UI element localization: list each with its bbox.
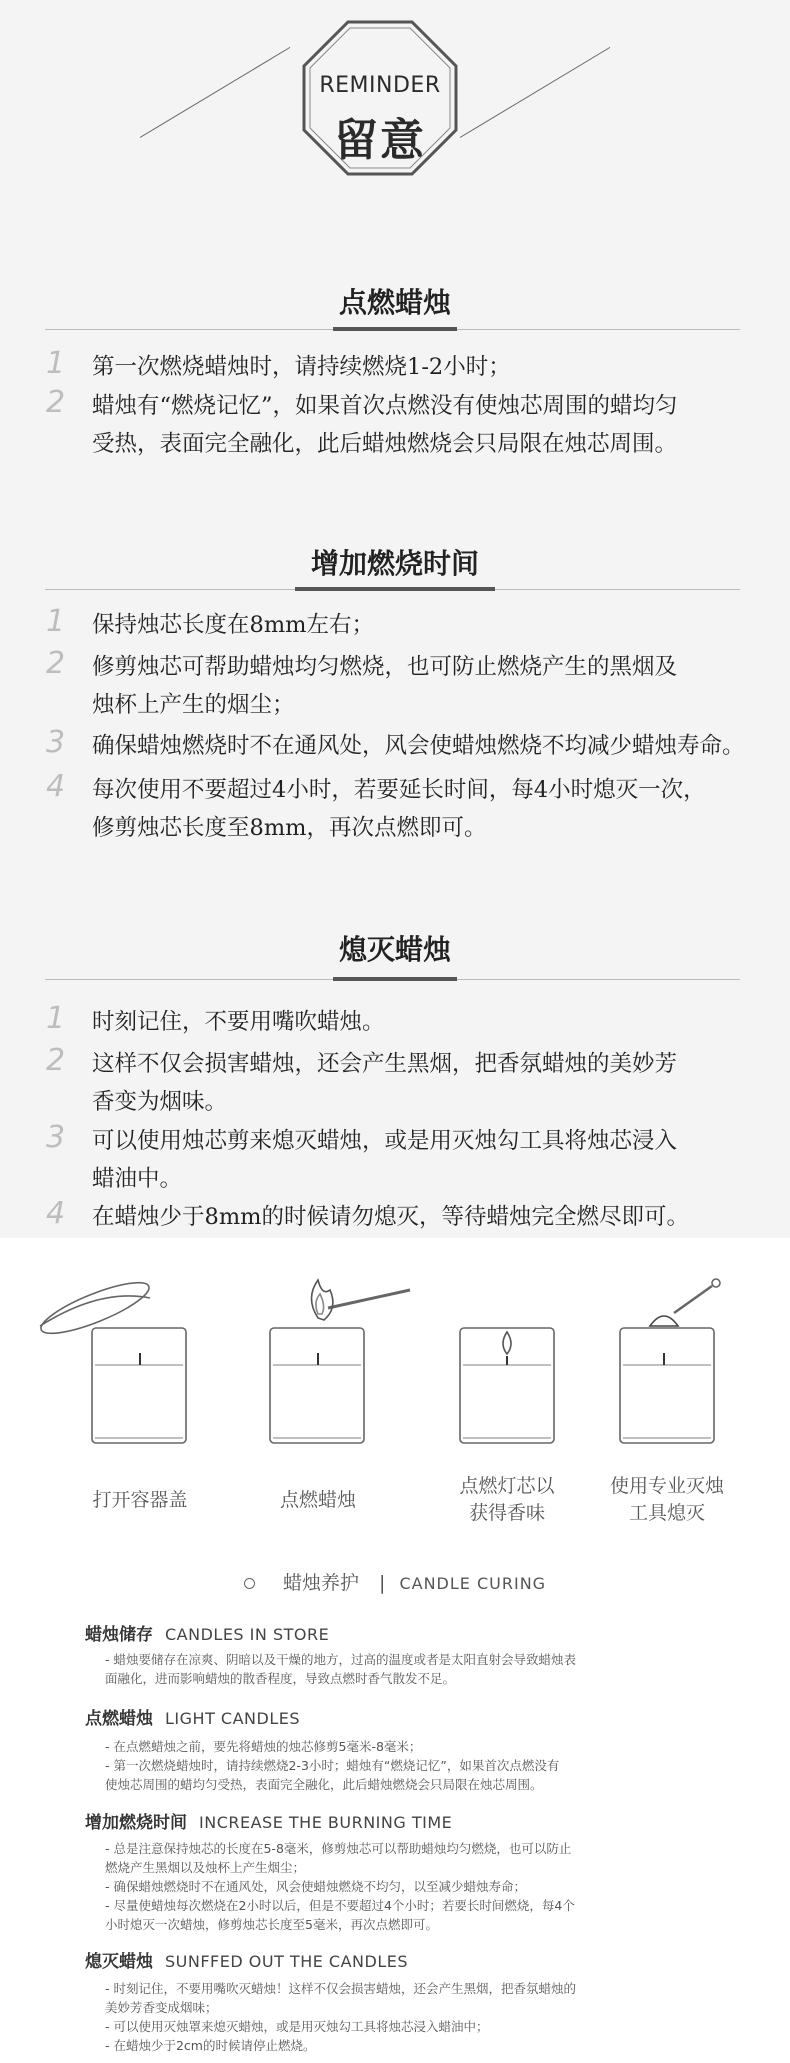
item-number: 3 [46, 725, 66, 760]
care-divider: | [379, 1572, 386, 1594]
care-line: - 在点燃蜡烛之前，要先将蜡烛的烛芯修剪5毫米-8毫米； [105, 1739, 422, 1754]
item-text: 香变为烟味。 [92, 1089, 228, 1115]
item-number: 1 [46, 1001, 66, 1036]
item-number: 2 [46, 1043, 66, 1078]
item-number: 2 [46, 385, 66, 420]
care-line: - 第一次燃烧蜡烛时，请持续燃烧2-3小时；蜡烛有“燃烧记忆”，如果首次点燃没有 [105, 1758, 560, 1773]
item-number: 4 [46, 1196, 66, 1231]
item-text: 蜡油中。 [92, 1166, 183, 1192]
reminder-badge [300, 18, 460, 178]
candle-step-label [587, 1473, 747, 1527]
care-title-cn: 蜡烛养护 [282, 1572, 359, 1594]
care-block-title [85, 1620, 329, 1645]
care-block-en: LIGHT CANDLES [165, 1709, 301, 1728]
care-line: - 在蜡烛少于2cm的时候请停止燃烧。 [105, 2038, 316, 2053]
lit-candle-icon [460, 1328, 554, 1443]
care-line: 小时熄灭一次蜡烛，修剪烛芯长度至5毫米，再次点燃即可。 [105, 1917, 438, 1932]
candle-step-label [427, 1473, 587, 1527]
care-line: 美妙芳香变成烟味； [105, 2000, 218, 2015]
care-block-en: INCREASE THE BURNING TIME [199, 1813, 453, 1832]
care-block-en: CANDLES IN STORE [165, 1625, 330, 1644]
item-text: 修剪烛芯长度至8mm，再次点燃即可。 [92, 815, 487, 841]
item-text: 蜡烛有“燃烧记忆”，如果首次点燃没有使烛芯周围的蜡均匀 [92, 393, 678, 419]
item-text: 每次使用不要超过4小时，若要延长时间，每4小时熄灭一次， [92, 777, 706, 803]
circle-icon [244, 1578, 255, 1589]
reminder-cn: 留意 [334, 115, 426, 166]
item-text: 时刻记住，不要用嘴吹蜡烛。 [92, 1009, 385, 1035]
care-line: - 蜡烛要储存在凉爽、阴暗以及干燥的地方，过高的温度或者是太阳直射会导致蜡烛表 [105, 1652, 576, 1667]
care-block-en: SUNFFED OUT THE CANDLES [165, 1952, 409, 1971]
item-text: 确保蜡烛燃烧时不在通风处，风会使蜡烛燃烧不均减少蜡烛寿命。 [92, 733, 745, 759]
reminder-en: REMINDER [319, 73, 441, 98]
care-block-cn: 增加燃烧时间 [85, 1813, 187, 1833]
open-lid-candle-icon [36, 1273, 186, 1443]
care-line: - 总是注意保持烛芯的长度在5-8毫米，修剪烛芯可以帮助蜡烛均匀燃烧，也可以防止 [105, 1841, 572, 1856]
care-block-body [105, 1650, 725, 1688]
candle-step-label [60, 1487, 220, 1514]
candle-label-line: 获得香味 [468, 1502, 545, 1524]
candle-step-label [238, 1487, 398, 1514]
care-title-en: CANDLE CURING [399, 1574, 547, 1593]
care-block-body [105, 1839, 725, 1934]
section-title: 点燃蜡烛 [338, 286, 451, 319]
candle-label-line: 工具熄灭 [628, 1502, 705, 1524]
snuffer-candle-icon [620, 1279, 720, 1443]
section-rule-accent [333, 977, 457, 981]
care-block-cn: 熄灭蜡烛 [85, 1952, 153, 1972]
care-line: - 确保蜡烛燃烧时不在通风处，风会使蜡烛燃烧不均匀，以至减少蜡烛寿命； [105, 1879, 526, 1894]
item-text: 在蜡烛少于8mm的时候请勿熄灭，等待蜡烛完全燃尽即可。 [92, 1204, 689, 1230]
section-title: 增加燃烧时间 [310, 547, 479, 580]
section-title: 熄灭蜡烛 [338, 933, 451, 966]
item-text: 第一次燃烧蜡烛时，请持续燃烧1-2小时； [92, 354, 511, 380]
section-rule-accent [295, 587, 495, 591]
item-number: 4 [46, 769, 66, 804]
item-text: 可以使用烛芯剪来熄灭蜡烛，或是用灭烛勾工具将烛芯浸入 [92, 1128, 678, 1154]
care-line: 使烛芯周围的蜡均匀受热，表面完全融化，此后蜡烛燃烧会只局限在烛芯周围。 [105, 1777, 543, 1792]
item-text: 修剪烛芯可帮助蜡烛均匀燃烧，也可防止燃烧产生的黑烟及 [92, 654, 678, 680]
candle-label-line: 点燃蜡烛 [279, 1489, 356, 1511]
item-number: 2 [46, 646, 66, 681]
care-line: 面融化，进而影响蜡烛的散香程度，导致点燃时香气散发不足。 [105, 1671, 456, 1686]
item-number: 3 [46, 1120, 66, 1155]
care-block-cn: 点燃蜡烛 [85, 1709, 153, 1729]
care-line: - 时刻记住，不要用嘴吹灭蜡烛！这样不仅会损害蜡烛，还会产生黑烟，把香氛蜡烛的 [105, 1981, 576, 1996]
section-rule-accent [333, 327, 457, 331]
candle-illustrations [0, 1268, 790, 1453]
item-text: 受热，表面完全融化，此后蜡烛燃烧会只局限在烛芯周围。 [92, 431, 678, 457]
item-text: 这样不仅会损害蜡烛，还会产生黑烟，把香氛蜡烛的美妙芳 [92, 1051, 678, 1077]
care-block-title [85, 1808, 452, 1833]
care-block-body [105, 1979, 725, 2055]
item-text: 烛杯上产生的烟尘； [92, 692, 295, 718]
candle-label-line: 打开容器盖 [92, 1489, 188, 1511]
care-block-title [85, 1704, 300, 1729]
care-block-title [85, 1947, 408, 1972]
care-line: 燃烧产生黑烟以及烛杯上产生烟尘； [105, 1860, 306, 1875]
care-block-cn: 蜡烛储存 [85, 1625, 153, 1645]
care-line: - 尽量使蜡烛每次燃烧在2小时以后，但是不要超过4个小时；若要长时间燃烧，每4个 [105, 1898, 575, 1913]
item-number: 1 [46, 346, 66, 381]
care-line: - 可以使用灭烛罩来熄灭蜡烛，或是用灭烛勾工具将烛芯浸入蜡油中； [105, 2019, 489, 2034]
care-heading [0, 1568, 790, 1595]
candle-label-line: 使用专业灭烛 [609, 1475, 724, 1497]
candle-label-line: 点燃灯芯以 [459, 1475, 555, 1497]
care-block-body [105, 1737, 725, 1794]
item-text: 保持烛芯长度在8mm左右； [92, 612, 374, 638]
item-number: 1 [46, 604, 66, 639]
light-candle-icon [270, 1280, 410, 1443]
